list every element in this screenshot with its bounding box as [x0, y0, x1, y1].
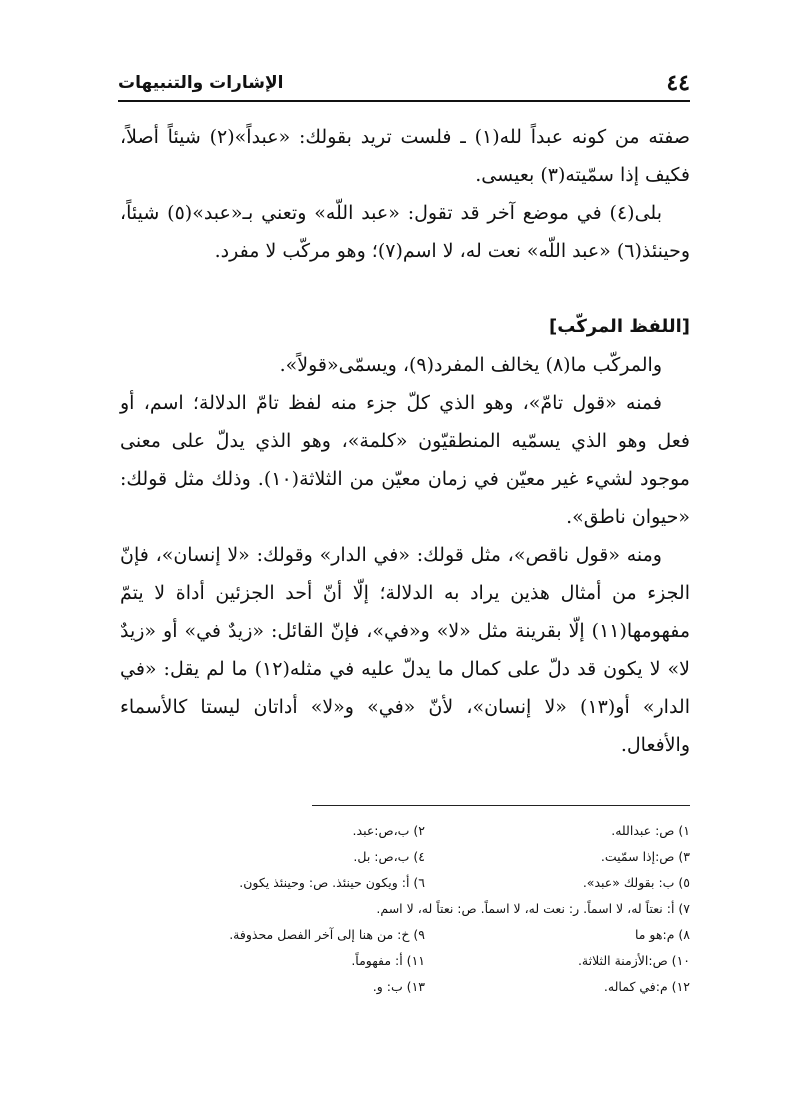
body-text — [120, 118, 690, 764]
footnote: ١٢) م:في كماله. — [603, 979, 690, 994]
footnote: ٨) م:هو ما — [634, 927, 690, 942]
footnote: ٣) ص:إذا سمّيت. — [600, 849, 690, 864]
footnote: ٦) أ: ويكون حينئذ. ص: وحينئذ يكون. — [239, 875, 425, 890]
footnote: ١١) أ: مفهوماً. — [351, 953, 425, 968]
spacer — [120, 270, 690, 308]
running-title: الإشارات والتنبيهات — [118, 73, 284, 93]
footnotes — [180, 818, 690, 1000]
footnote: ١٠) ص:الأزمنة الثلاثة. — [577, 953, 690, 968]
page-header — [118, 66, 690, 102]
footnote: ١٣) ب: و. — [372, 979, 425, 994]
footnote: ٥) ب: بقولك «عبد». — [582, 875, 690, 890]
page-number: ٤٤ — [666, 70, 690, 96]
paragraph: بلى(٤) في موضع آخر قد تقول: «عبد اللّه» وتعني بـ«عبد»(٥) شيئاً، وحينئذ(٦) «عبد اللّه» نعت له، لا اسم(٧)؛ وهو مركّب لا مفرد. — [120, 202, 690, 262]
footnote: ٧) أ: نعتاً له، لا اسماً. ر: نعت له، لا اسماً. ص: نعتاً له، لا اسم. — [376, 901, 690, 916]
paragraph: ومنه «قول ناقص»، مثل قولك: «في الدار» وقولك: «لا إنسان»، فإنّ الجزء من أمثال هذين يراد به الدلالة؛ إلّا أنّ أحد الجزئين أداة لا يتمّ مفهومها(١١) إلّا بقرينة مثل «لا» و«في»، فإنّ القائل: «زيدٌ في» أو «زيدٌ لا» لا يكون قد دلّ على كمال ما يدلّ عليه في مثله(١٢) ما لم يقل: «في الدار» أو(١٣) «لا إنسان»، لأنّ «في» و«لا» أداتان ليستا كالأسماء والأفعال. — [120, 544, 691, 756]
footnote: ٩) خ: من هنا إلى آخر الفصل محذوفة. — [229, 927, 425, 942]
footnote-separator — [312, 805, 690, 806]
section-heading: [اللفظ المركّب] — [549, 316, 690, 337]
footnote: ١) ص: عبدالله. — [611, 823, 690, 838]
footnote: ٤) ب،ص: بل. — [353, 849, 425, 864]
paragraph: والمركّب ما(٨) يخالف المفرد(٩)، ويسمّى«قولاً». — [279, 354, 662, 376]
paragraph: فمنه «قول تامّ»، وهو الذي كلّ جزء منه لفظ تامّ الدلالة؛ اسم، أو فعل وهو الذي يسمّيه المنطقيّون «كلمة»، وهو الذي يدلّ على معنى موجود لشيء غير معيّن في زمان معيّن من الثلاثة(١٠). وذلك مثل قولك: «حيوان ناطق». — [120, 392, 690, 528]
footnote: ٢) ب،ص:عبد. — [352, 823, 425, 838]
paragraph: صفته من كونه عبداً لله(١) ـ فلست تريد بقولك: «عبداً»(٢) شيئاً أصلاً، فكيف إذا سمّيته(٣) بعيسى. — [120, 126, 690, 186]
